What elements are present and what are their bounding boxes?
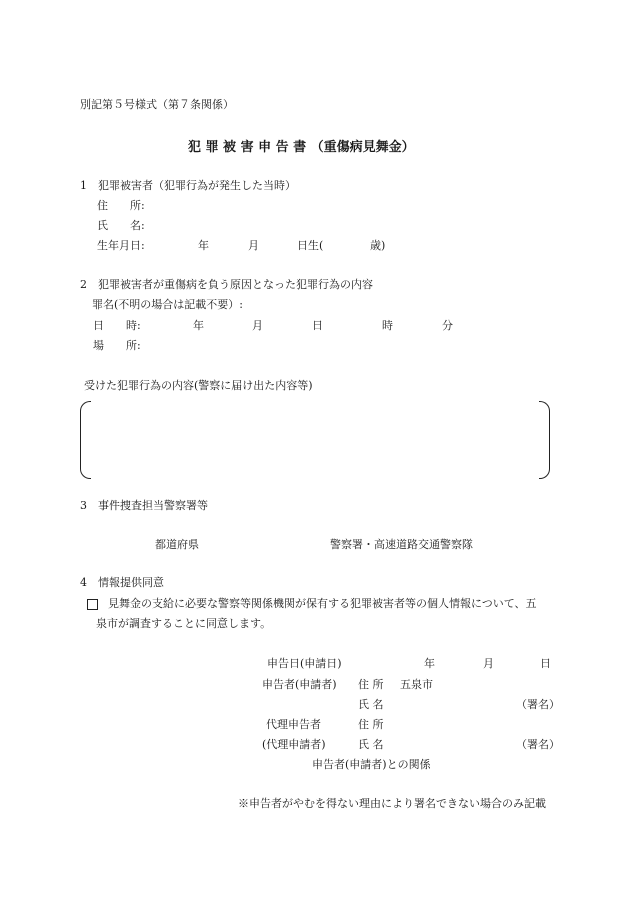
section3-heading: 3 事件捜査担当警察署等 xyxy=(80,499,208,512)
crime-day-label: 日 xyxy=(312,319,323,332)
form-number: 別記第５号様式（第７条関係） xyxy=(80,98,234,111)
section4-heading: 4 情報提供同意 xyxy=(80,576,164,589)
proxy-signature-label: （署名） xyxy=(516,738,560,751)
declaration-year-label: 年 xyxy=(424,657,435,670)
crime-month-label: 月 xyxy=(252,319,263,332)
declaration-day-label: 日 xyxy=(540,657,551,670)
applicant-city: 五泉市 xyxy=(400,678,433,691)
age-label: 歳) xyxy=(370,239,386,252)
proxy-name-label: 氏 名 xyxy=(358,738,384,751)
crime-minute-label: 分 xyxy=(442,319,453,332)
section2-heading: 2 犯罪被害者が重傷病を負う原因となった犯罪行為の内容 xyxy=(80,278,373,291)
crime-content-label: 受けた犯罪行為の内容(警察に届け出た内容等) xyxy=(84,379,313,392)
relation-label: 申告者(申請者)との関係 xyxy=(312,758,431,771)
place-label: 場 所: xyxy=(93,339,141,352)
consent-checkbox[interactable] xyxy=(87,599,98,610)
police-station-label: 警察署・高速道路交通警察隊 xyxy=(330,538,473,551)
birth-month-label: 月 xyxy=(248,239,259,252)
declaration-date-label: 申告日(申請日) xyxy=(267,657,342,670)
victim-name-label: 氏 名: xyxy=(97,219,145,232)
crime-name-label: 罪名(不明の場合は記載不要）: xyxy=(92,298,243,311)
applicant-address-label: 住 所 xyxy=(358,678,384,691)
victim-address-label: 住 所: xyxy=(97,199,145,212)
consent-text-line1: 見舞金の支給に必要な警察等関係機関が保有する犯罪被害者等の個人情報について、五 xyxy=(108,597,537,610)
prefecture-label: 都道府県 xyxy=(155,538,199,551)
declaration-month-label: 月 xyxy=(483,657,494,670)
crime-content-field[interactable] xyxy=(92,405,536,473)
applicant-signature-label: （署名） xyxy=(516,698,560,711)
crime-year-label: 年 xyxy=(193,319,204,332)
proxy-label: 代理申告者 xyxy=(266,718,321,731)
content-bracket-left xyxy=(80,401,91,479)
footnote: ※申告者がやむを得ない理由により署名できない場合のみ記載 xyxy=(238,797,546,810)
birth-year-label: 年 xyxy=(198,239,209,252)
proxy-address-label: 住 所 xyxy=(358,718,384,731)
consent-text-line2: 泉市が調査することに同意します。 xyxy=(96,617,272,630)
page-title: 犯 罪 被 害 申 告 書 （重傷病見舞金） xyxy=(188,140,415,155)
datetime-label: 日 時: xyxy=(93,319,141,332)
applicant-name-label: 氏 名 xyxy=(358,698,384,711)
crime-hour-label: 時 xyxy=(382,319,393,332)
proxy-sub-label: (代理申請者) xyxy=(262,738,326,751)
section1-heading: 1 犯罪被害者（犯罪行為が発生した当時） xyxy=(80,179,296,192)
applicant-label: 申告者(申請者) xyxy=(262,678,337,691)
birth-day-label: 日生( xyxy=(297,239,324,252)
content-bracket-right xyxy=(539,401,550,479)
victim-birthdate-label: 生年月日: xyxy=(97,239,145,252)
